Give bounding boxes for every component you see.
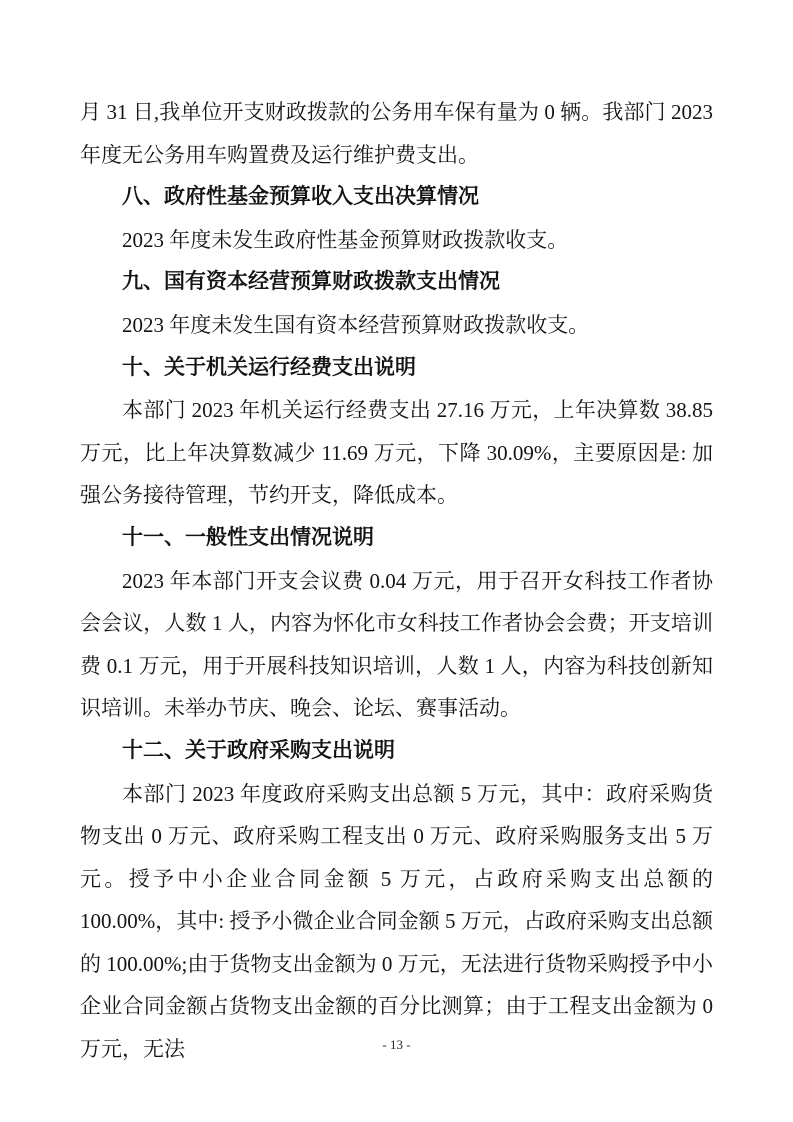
section-heading-10-operating-expense: 十、关于机关运行经费支出说明 [122,355,416,379]
section-heading-9-state-capital-budget: 九、国有资本经营预算财政拨款支出情况 [122,270,500,294]
page-number: - 13 - [382,1037,411,1052]
section-heading-8-government-fund-budget: 八、政府性基金预算收入支出决算情况 [122,185,479,209]
paragraph-state-capital-budget: 2023 年度未发生国有资本经营预算财政拨款收支。 [122,312,590,337]
paragraph-vehicle-expense-continuation: 月 31 日,我单位开支财政拨款的公务用车保有量为 0 辆。我部门 2023 年度无公务用车购置费及运行维护费支出。 [80,100,713,167]
paragraph-government-procurement: 本部门 2023 年度政府采购支出总额 5 万元，其中：政府采购货物支出 0 万元、政府采购工程支出 0 万元、政府采购服务支出 5 万元。授予中小企业合同金额 5 万元，占政府采购支出总额的 100.00%，其中: 授予小微企业合同金额 5 万元，占政府采购支出总额的 100.00%;由于货物支出金额为 0 万元，无法进行货物采购授予中小企业合同金额占货物支出金额的百分比测算；由于工程支出金额为 0 万元，无法 [80,781,713,1062]
section-heading-12-government-procurement: 十二、关于政府采购支出说明 [122,738,395,762]
document-body [80,91,713,1071]
paragraph-general-expenditure: 2023 年本部门开支会议费 0.04 万元，用于召开女科技工作者协会会议，人数 1 人，内容为怀化市女科技工作者协会会费；开支培训费 0.1 万元，用于开展科技知识培训，人数 1 人，内容为科技创新知识培训。未举办节庆、晚会、论坛、赛事活动。 [80,568,713,721]
section-heading-11-general-expenditure: 十一、一般性支出情况说明 [122,525,374,549]
paragraph-operating-expense: 本部门 2023 年机关运行经费支出 27.16 万元，上年决算数 38.85 万元，比上年决算数减少 11.69 万元，下降 30.09%，主要原因是: 加强公务接待管理，节约开支，降低成本。 [80,398,713,508]
paragraph-government-fund-budget: 2023 年度未发生政府性基金预算财政拨款收支。 [122,227,569,252]
